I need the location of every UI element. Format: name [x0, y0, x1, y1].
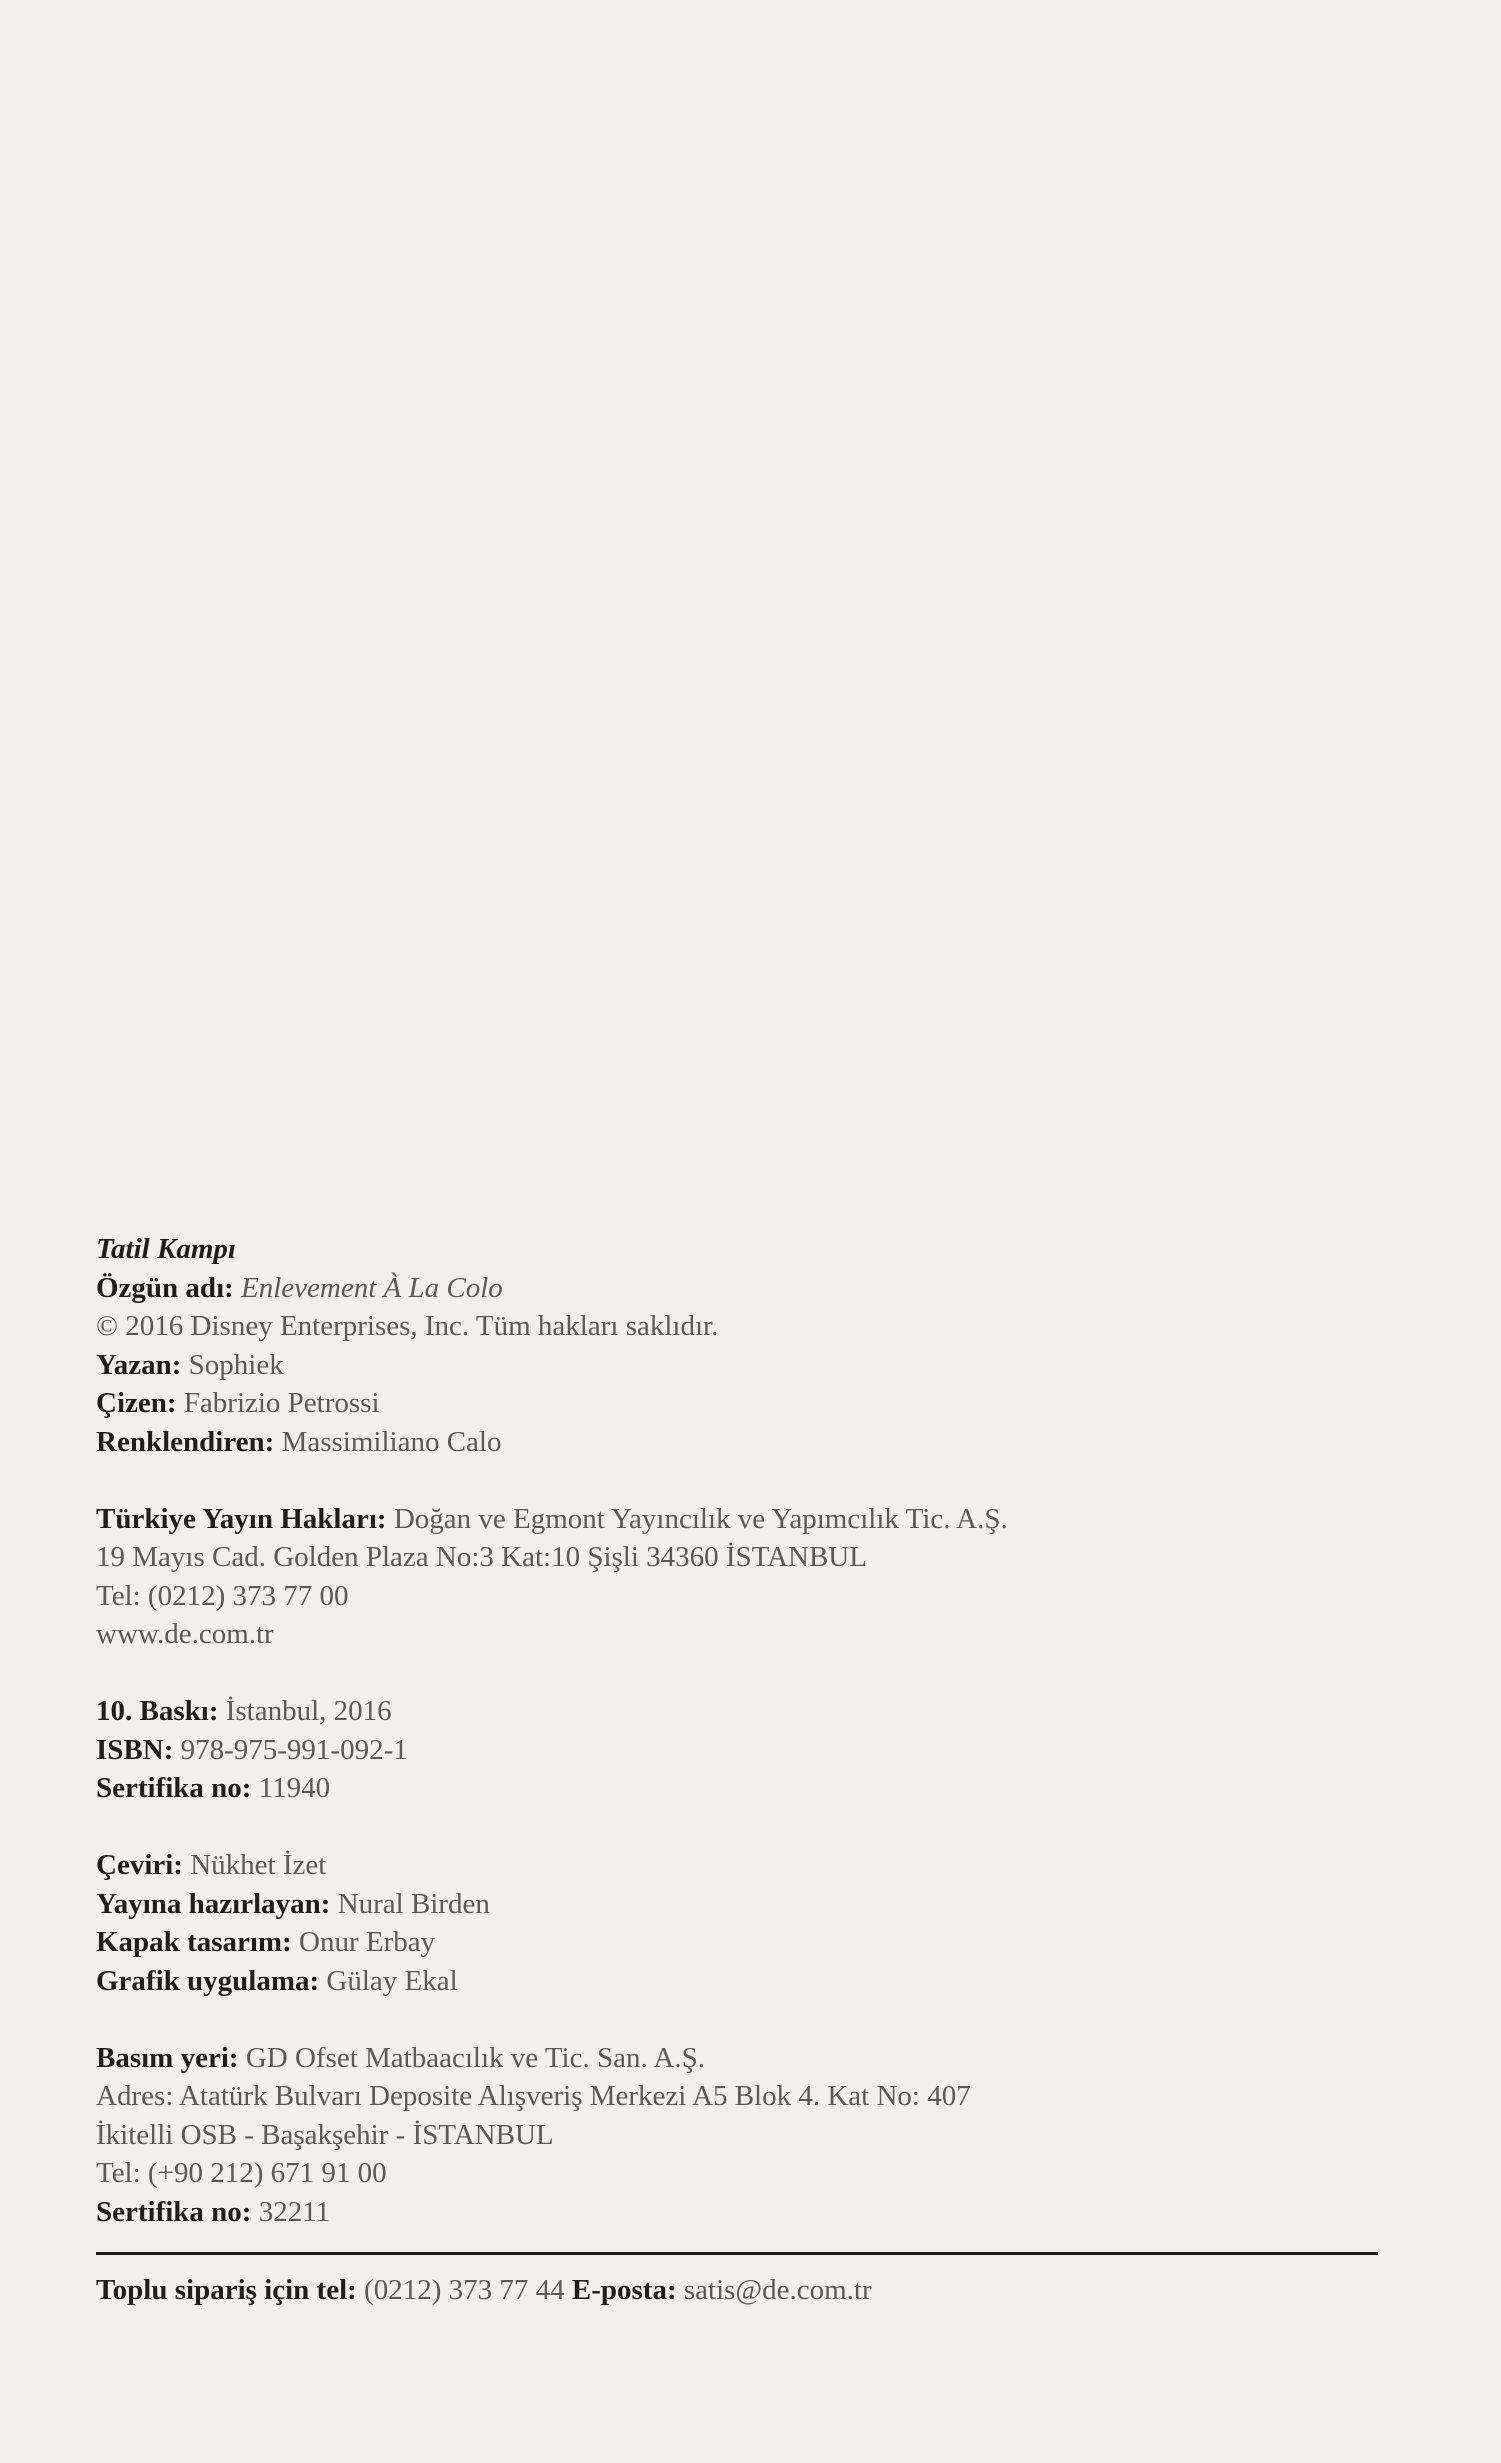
credit-artist: [96, 1384, 1386, 1423]
edition-value: İstanbul, 2016: [225, 1695, 392, 1727]
isbn-value: 978-975-991-092-1: [180, 1733, 408, 1766]
printer-line: [96, 2039, 1386, 2078]
publisher-label: Türkiye Yayın Hakları:: [96, 1502, 387, 1535]
certificate-value: 32211: [258, 2195, 331, 2228]
printer-tel: Tel: (+90 212) 671 91 00: [96, 2157, 387, 2189]
spacer: [96, 1461, 1386, 1500]
credit-writer: [96, 1346, 1386, 1385]
certificate-label: Sertifika no:: [96, 2195, 252, 2228]
certificate-value: 11940: [258, 1772, 331, 1804]
printer-value: GD Ofset Matbaacılık ve Tic. San. A.Ş.: [245, 2041, 705, 2074]
certificate-label: Sertifika no:: [96, 1772, 252, 1804]
staff-label: Çeviri:: [96, 1849, 183, 1881]
staff-cover-design: [96, 1923, 1386, 1962]
publisher-tel: Tel: (0212) 373 77 00: [96, 1579, 349, 1612]
publisher-value: Doğan ve Egmont Yayıncılık ve Yapımcılık Tic. A.Ş.: [393, 1502, 1008, 1535]
staff-translator: [96, 1846, 1386, 1885]
staff-value: Gülay Ekal: [326, 1964, 458, 1997]
original-title-label: Özgün adı:: [96, 1271, 234, 1304]
publisher-website: www.de.com.tr: [96, 1618, 274, 1650]
staff-label: Kapak tasarım:: [96, 1926, 292, 1958]
credit-value: Fabrizio Petrossi: [183, 1387, 380, 1419]
email-value: satis@de.com.tr: [683, 2274, 872, 2306]
staff-label: Grafik uygulama:: [96, 1964, 320, 1997]
publisher-line: [96, 1500, 1386, 1539]
isbn-line: [96, 1731, 1386, 1770]
printer-address-1: Adres: Atatürk Bulvarı Deposite Alışveriş Merkezi A5 Blok 4. Kat No: 407: [96, 2080, 971, 2112]
isbn-label: ISBN:: [96, 1733, 174, 1766]
staff-value: Nural Birden: [337, 1887, 490, 1920]
spacer: [96, 2000, 1386, 2039]
credit-colorist: [96, 1423, 1386, 1462]
copyright-line: © 2016 Disney Enterprises, Inc. Tüm hakları saklıdır.: [96, 1310, 719, 1342]
staff-label: Yayına hazırlayan:: [96, 1887, 331, 1920]
colophon: [96, 1230, 1386, 2231]
printer-certificate-line: [96, 2193, 1386, 2232]
divider: [96, 2252, 1378, 2255]
spacer: [96, 1654, 1386, 1693]
order-tel-label: Toplu sipariş için tel:: [96, 2274, 357, 2306]
footer: [96, 2252, 1378, 2309]
credit-value: Sophiek: [188, 1348, 284, 1381]
edition-line: [96, 1692, 1386, 1731]
order-tel-value: (0212) 373 77 44: [364, 2274, 565, 2306]
credit-label: Yazan:: [96, 1348, 182, 1381]
staff-value: Onur Erbay: [299, 1926, 436, 1958]
edition-label: 10. Baskı:: [96, 1695, 219, 1727]
book-title-line: [96, 1230, 1386, 1269]
credit-value: Massimiliano Calo: [281, 1425, 502, 1458]
email-label: E-posta:: [571, 2274, 677, 2306]
printer-label: Basım yeri:: [96, 2041, 239, 2074]
order-contact-line: [96, 2271, 1378, 2309]
staff-value: Nükhet İzet: [190, 1849, 327, 1881]
staff-editor: [96, 1885, 1386, 1924]
credit-label: Çizen:: [96, 1387, 177, 1419]
spacer: [96, 1808, 1386, 1847]
original-title-value: Enlevement À La Colo: [241, 1271, 503, 1304]
printer-address-2: İkitelli OSB - Başakşehir - İSTANBUL: [96, 2118, 554, 2151]
publisher-address: 19 Mayıs Cad. Golden Plaza No:3 Kat:10 Şişli 34360 İSTANBUL: [96, 1541, 867, 1573]
book-title: Tatil Kampı: [96, 1233, 236, 1265]
credit-label: Renklendiren:: [96, 1425, 275, 1458]
original-title-line: [96, 1269, 1386, 1308]
publisher-certificate-line: [96, 1769, 1386, 1808]
staff-graphic: [96, 1962, 1386, 2001]
